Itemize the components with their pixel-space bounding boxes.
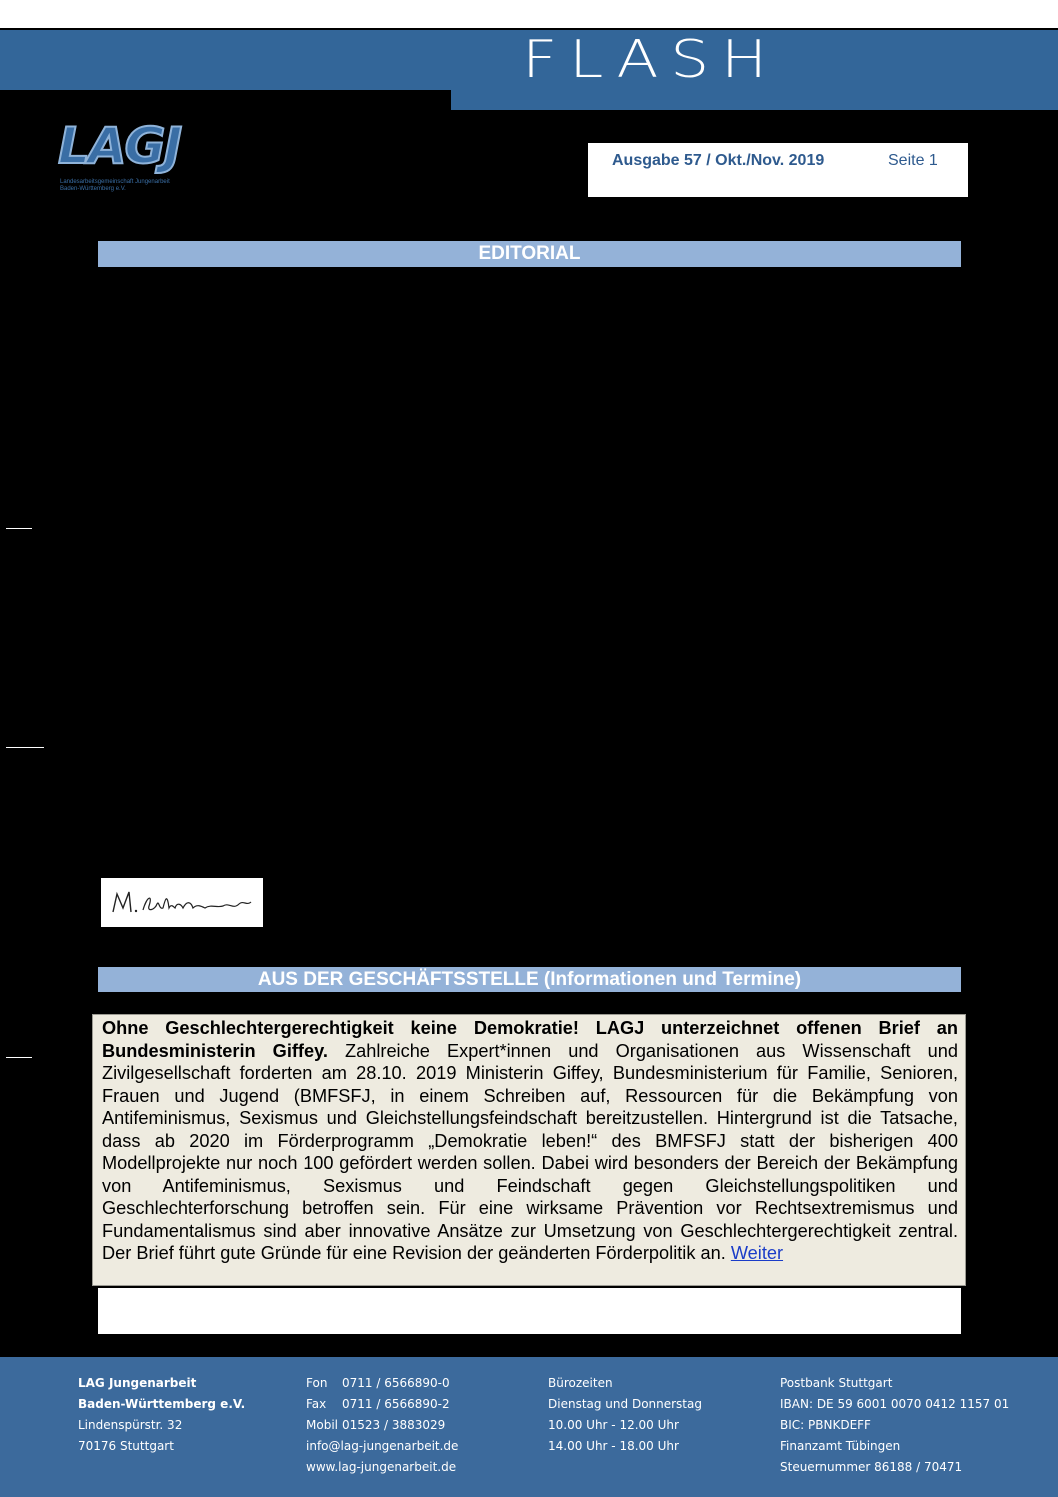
hours-afternoon: 14.00 Uhr - 18.00 Uhr (548, 1439, 679, 1453)
footer-org-region: Baden-Württemberg e.V. (78, 1397, 246, 1411)
footer-address (78, 1373, 245, 1457)
fold-mark (6, 1057, 32, 1058)
bank-bic: BIC: PBNKDEFF (780, 1418, 871, 1432)
phone-label: Fon (306, 1376, 328, 1390)
editorial-heading: EDITORIAL (98, 241, 961, 267)
footer-org-name: LAG Jungenarbeit (78, 1376, 197, 1390)
signature-image (101, 878, 263, 927)
page-number: Seite 1 (888, 152, 938, 169)
tax-number: Steuernummer 86188 / 70471 (780, 1460, 963, 1474)
header-band-tab (451, 90, 1058, 110)
fax-number: 0711 / 6566890-2 (342, 1397, 450, 1411)
issue-label: Ausgabe 57 / Okt./Nov. 2019 (612, 152, 825, 169)
top-margin (0, 0, 1058, 28)
hours-days: Dienstag und Donnerstag (548, 1397, 702, 1411)
mobile-number: 01523 / 3883029 (342, 1418, 446, 1432)
logo-wordmark: LAGJ (58, 117, 181, 175)
office-heading: AUS DER GESCHÄFTSSTELLE (Informationen und Termine) (98, 967, 961, 992)
footer-street: Lindenspürstr. 32 (78, 1418, 183, 1432)
handwritten-signature (101, 878, 263, 927)
lagj-logo (58, 115, 212, 197)
footer-office-hours (548, 1373, 702, 1457)
tax-office: Finanzamt Tübingen (780, 1439, 901, 1453)
punch-mark (6, 747, 44, 748)
hours-morning: 10.00 Uhr - 12.00 Uhr (548, 1418, 679, 1432)
article-headline: Ohne Geschlechtergerechtigkeit keine Demokratie! LAGJ unterzeichnet offenen Brief an Bundesministerin Giffey. (102, 1018, 958, 1061)
logo-subtitle-line2: Baden-Württemberg e.V. (60, 186, 126, 192)
bank-name: Postbank Stuttgart (780, 1376, 893, 1390)
issue-info-box (588, 143, 968, 197)
article-body: Zahlreiche Expert*innen und Organisationen aus Wissenschaft und Zivilgesellschaft forderten am 28.10. 2019 Ministerin Giffey, Bundesministerium für Familie, Senioren, Frauen und Jugend (BMFSFJ, in einem Schreiben auf, Ressourcen für die Bekämpfung von Antifeminismus, Sexismus und Gleichstellungsfeindschaft bereitzustellen. Hintergrund ist die Tatsache, dass ab 2020 im Förderprogramm „Demokratie leben!“ des BMFSFJ statt der bisherigen 400 Modellprojekte nur noch 100 gefördert werden sollen. Dabei wird besonders der Bereich der Bekämpfung von Antifeminismus, Sexismus und Feindschaft gegen Gleichstellungspolitiken und Geschlechterforschung betroffen sein. Für eine wirksame Prävention vor Rechtsextremismus und Fundamentalismus sind aber innovative Ansätze zur Umsetzung von Geschlechtergerechtigkeit zentral. Der Brief führt gute Gründe für eine Revision der geänderten Förderpolitik an. (102, 1040, 958, 1263)
newsletter-title: FLASH (522, 30, 779, 90)
fold-mark (6, 528, 32, 529)
content-spacer (98, 1288, 961, 1334)
logo-subtitle (60, 179, 210, 193)
footer-city: 70176 Stuttgart (78, 1439, 174, 1453)
mobile-label: Mobil (306, 1418, 338, 1432)
bank-iban: IBAN: DE 59 6001 0070 0412 1157 01 (780, 1397, 1010, 1411)
footer-contact (306, 1373, 458, 1478)
phone-number: 0711 / 6566890-0 (342, 1376, 450, 1390)
logo-subtitle-line1: Landesarbeitsgemeinschaft Jungenarbeit (60, 179, 170, 185)
footer (0, 1357, 1058, 1497)
email-link[interactable]: info@lag-jungenarbeit.de (306, 1439, 459, 1453)
footer-bank (780, 1373, 1009, 1478)
website-link[interactable]: www.lag-jungenarbeit.de (306, 1460, 457, 1474)
article-text (102, 1017, 958, 1265)
news-article (92, 1014, 966, 1286)
hours-title: Bürozeiten (548, 1376, 613, 1390)
article-read-more-link[interactable]: Weiter (730, 1243, 784, 1263)
fax-label: Fax (306, 1397, 327, 1411)
